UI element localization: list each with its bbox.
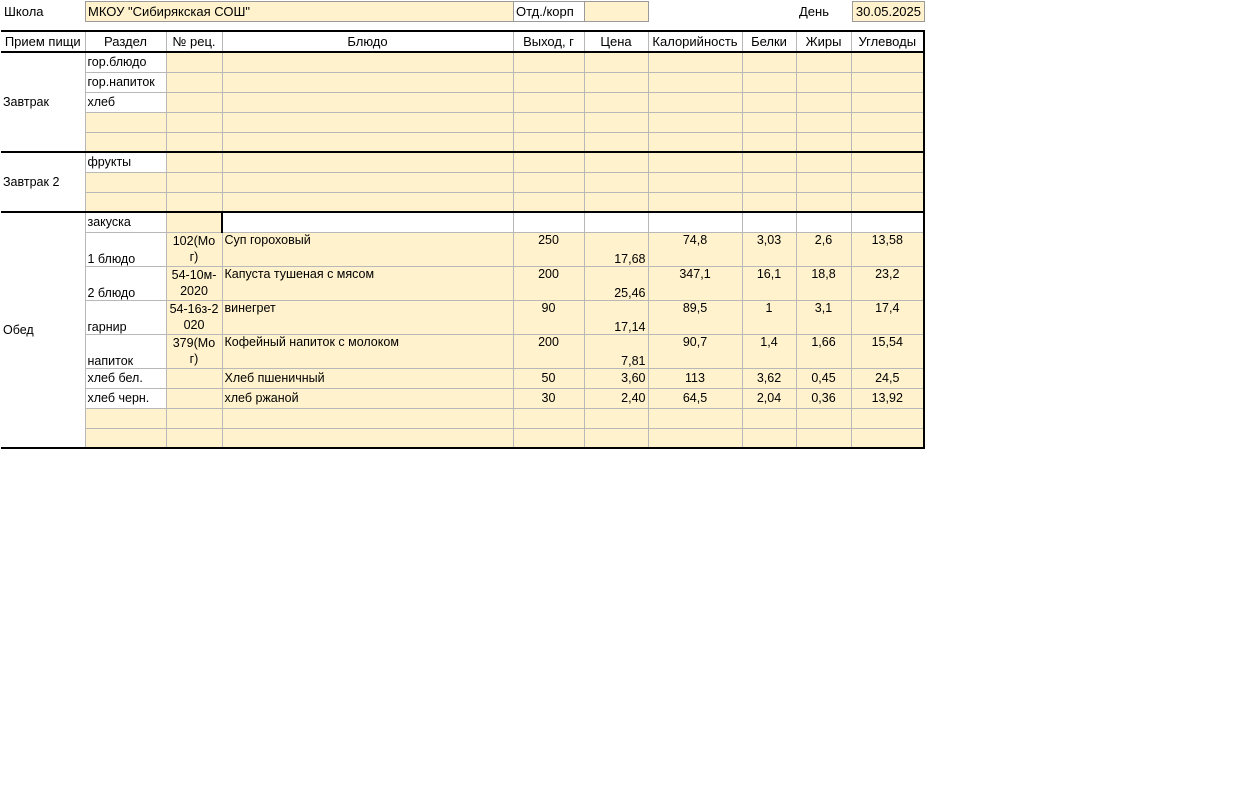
protein-cell[interactable]: 16,1 [742,266,796,300]
carbs-cell[interactable] [851,192,924,212]
col-dish: Блюдо [222,31,513,52]
output-cell[interactable] [513,428,584,448]
fat-cell[interactable] [796,212,851,232]
kcal-cell[interactable]: 347,1 [648,266,742,300]
price-cell[interactable] [584,408,648,428]
price-cell[interactable]: 17,14 [584,300,648,334]
col-protein: Белки [742,31,796,52]
dish-cell[interactable]: Суп гороховый [222,232,513,266]
section-cell[interactable]: 1 блюдо [85,232,166,266]
section-cell[interactable]: напиток [85,334,166,368]
protein-cell[interactable] [742,92,796,112]
kcal-cell[interactable] [648,192,742,212]
output-cell[interactable] [513,212,584,232]
output-cell[interactable]: 200 [513,334,584,368]
kcal-cell[interactable]: 64,5 [648,388,742,408]
recipe-cell[interactable]: 379(Мог) [166,334,222,368]
section-cell[interactable] [85,172,166,192]
table-row [1,192,924,212]
output-cell[interactable]: 90 [513,300,584,334]
section-cell[interactable] [85,428,166,448]
output-cell[interactable]: 200 [513,266,584,300]
fat-cell[interactable] [796,408,851,428]
dish-cell[interactable] [222,112,513,132]
school-value: МКОУ "Сибирякская СОШ" [88,4,250,19]
carbs-cell[interactable] [851,92,924,112]
carbs-cell[interactable]: 23,2 [851,266,924,300]
output-cell[interactable]: 30 [513,388,584,408]
carbs-cell[interactable]: 17,4 [851,300,924,334]
table-row [1,72,924,92]
kcal-cell[interactable] [648,132,742,152]
col-price: Цена [584,31,648,52]
dish-cell[interactable]: хлеб ржаной [222,388,513,408]
section-cell[interactable]: гарнир [85,300,166,334]
output-cell[interactable] [513,112,584,132]
dept-label: Отд./корп [516,4,574,19]
col-carbs: Углеводы [851,31,924,52]
carbs-cell[interactable] [851,52,924,72]
kcal-cell[interactable] [648,428,742,448]
price-cell[interactable] [584,132,648,152]
day-value: 30.05.2025 [855,4,921,19]
school-field[interactable] [85,1,514,22]
table-row [1,152,924,172]
kcal-cell[interactable]: 89,5 [648,300,742,334]
price-cell[interactable]: 7,81 [584,334,648,368]
table-row [1,132,924,152]
dept-label-cell [513,1,585,22]
dept-field[interactable] [584,1,649,22]
protein-cell[interactable]: 1 [742,300,796,334]
recipe-cell[interactable] [166,52,222,72]
kcal-cell[interactable] [648,212,742,232]
fat-cell[interactable] [796,152,851,172]
protein-cell[interactable] [742,408,796,428]
table-row [1,388,924,408]
recipe-cell[interactable] [166,368,222,388]
fat-cell[interactable] [796,132,851,152]
meal-breakfast-2: Завтрак 2 [1,152,85,212]
section-cell[interactable]: закуска [85,212,166,232]
output-cell[interactable] [513,52,584,72]
price-cell[interactable] [584,212,648,232]
school-label: Школа [4,4,44,19]
protein-cell[interactable]: 2,04 [742,388,796,408]
fat-cell[interactable] [796,192,851,212]
carbs-cell[interactable] [851,112,924,132]
table-row [1,408,924,428]
table-row [1,232,924,266]
recipe-cell[interactable] [166,388,222,408]
section-cell[interactable]: 2 блюдо [85,266,166,300]
price-cell[interactable] [584,52,648,72]
kcal-cell[interactable] [648,152,742,172]
protein-cell[interactable] [742,52,796,72]
dish-cell[interactable] [222,192,513,212]
protein-cell[interactable] [742,172,796,192]
table-row [1,266,924,300]
output-cell[interactable] [513,92,584,112]
table-row [1,334,924,368]
carbs-cell[interactable]: 13,58 [851,232,924,266]
protein-cell[interactable] [742,192,796,212]
kcal-cell[interactable] [648,92,742,112]
protein-cell[interactable]: 3,62 [742,368,796,388]
fat-cell[interactable]: 0,36 [796,388,851,408]
table-row [1,112,924,132]
dish-cell[interactable] [222,92,513,112]
col-kcal: Калорийность [648,31,742,52]
carbs-cell[interactable]: 24,5 [851,368,924,388]
dish-cell[interactable]: Кофейный напиток с молоком [222,334,513,368]
recipe-cell[interactable] [166,408,222,428]
price-cell[interactable]: 2,40 [584,388,648,408]
price-cell[interactable] [584,172,648,192]
price-cell[interactable] [584,72,648,92]
price-cell[interactable]: 3,60 [584,368,648,388]
dish-cell[interactable] [222,72,513,92]
fat-cell[interactable] [796,52,851,72]
recipe-cell[interactable] [166,212,222,232]
carbs-cell[interactable] [851,408,924,428]
price-cell[interactable] [584,192,648,212]
kcal-cell[interactable] [648,52,742,72]
table-row [1,368,924,388]
kcal-cell[interactable] [648,408,742,428]
kcal-cell[interactable]: 90,7 [648,334,742,368]
output-cell[interactable]: 250 [513,232,584,266]
output-cell[interactable] [513,192,584,212]
carbs-cell[interactable] [851,72,924,92]
carbs-cell[interactable] [851,428,924,448]
dish-cell[interactable] [222,132,513,152]
section-cell[interactable]: хлеб бел. [85,368,166,388]
kcal-cell[interactable] [648,112,742,132]
table-row [1,52,924,72]
section-cell[interactable] [85,192,166,212]
dish-cell[interactable] [222,152,513,172]
col-meal: Прием пищи [1,31,85,52]
recipe-cell[interactable] [166,172,222,192]
recipe-cell[interactable]: 102(Мог) [166,232,222,266]
dish-cell[interactable]: Капуста тушеная с мясом [222,266,513,300]
price-cell[interactable] [584,112,648,132]
price-cell[interactable]: 17,68 [584,232,648,266]
recipe-cell[interactable] [166,192,222,212]
price-cell[interactable] [584,428,648,448]
section-cell[interactable] [85,132,166,152]
output-cell[interactable]: 50 [513,368,584,388]
table-row [1,92,924,112]
carbs-cell[interactable] [851,152,924,172]
fat-cell[interactable]: 3,1 [796,300,851,334]
table-row [1,300,924,334]
protein-cell[interactable] [742,72,796,92]
recipe-cell[interactable] [166,132,222,152]
recipe-cell[interactable]: 54-16з-2020 [166,300,222,334]
dish-cell[interactable]: Хлеб пшеничный [222,368,513,388]
protein-cell[interactable] [742,112,796,132]
kcal-cell[interactable]: 113 [648,368,742,388]
carbs-cell[interactable] [851,172,924,192]
carbs-cell[interactable] [851,132,924,152]
section-cell[interactable] [85,112,166,132]
output-cell[interactable] [513,172,584,192]
day-field[interactable] [852,1,925,22]
col-output: Выход, г [513,31,584,52]
kcal-cell[interactable] [648,172,742,192]
price-cell[interactable] [584,92,648,112]
recipe-cell[interactable] [166,112,222,132]
section-cell[interactable]: хлеб черн. [85,388,166,408]
fat-cell[interactable]: 2,6 [796,232,851,266]
table-row [1,172,924,192]
recipe-cell[interactable] [166,152,222,172]
recipe-cell[interactable]: 54-10м-2020 [166,266,222,300]
recipe-cell[interactable] [166,72,222,92]
col-section: Раздел [85,31,166,52]
protein-cell[interactable] [742,132,796,152]
dish-cell[interactable] [222,52,513,72]
protein-cell[interactable]: 3,03 [742,232,796,266]
output-cell[interactable] [513,72,584,92]
section-cell[interactable]: фрукты [85,152,166,172]
col-recipe: № рец. [166,31,222,52]
fat-cell[interactable]: 18,8 [796,266,851,300]
meal-lunch: Обед [1,212,85,448]
dish-cell[interactable] [222,408,513,428]
section-cell[interactable]: гор.напиток [85,72,166,92]
fat-cell[interactable]: 0,45 [796,368,851,388]
section-cell[interactable] [85,408,166,428]
table-row [1,428,924,448]
carbs-cell[interactable]: 15,54 [851,334,924,368]
fat-cell[interactable]: 1,66 [796,334,851,368]
header-row [1,31,924,52]
dish-cell[interactable]: винегрет [222,300,513,334]
price-cell[interactable]: 25,46 [584,266,648,300]
kcal-cell[interactable]: 74,8 [648,232,742,266]
carbs-cell[interactable]: 13,92 [851,388,924,408]
output-cell[interactable] [513,152,584,172]
fat-cell[interactable] [796,72,851,92]
fat-cell[interactable] [796,112,851,132]
protein-cell[interactable] [742,212,796,232]
protein-cell[interactable] [742,152,796,172]
table-row [1,212,924,232]
menu-table [1,30,925,449]
price-cell[interactable] [584,152,648,172]
section-cell[interactable]: хлеб [85,92,166,112]
dish-cell[interactable] [222,428,513,448]
kcal-cell[interactable] [648,72,742,92]
fat-cell[interactable] [796,92,851,112]
output-cell[interactable] [513,132,584,152]
recipe-cell[interactable] [166,92,222,112]
day-label: День [799,4,829,19]
section-cell[interactable]: гор.блюдо [85,52,166,72]
meal-breakfast: Завтрак [1,52,85,152]
fat-cell[interactable] [796,428,851,448]
fat-cell[interactable] [796,172,851,192]
dish-cell[interactable] [222,212,513,232]
col-fat: Жиры [796,31,851,52]
output-cell[interactable] [513,408,584,428]
carbs-cell[interactable] [851,212,924,232]
protein-cell[interactable] [742,428,796,448]
protein-cell[interactable]: 1,4 [742,334,796,368]
recipe-cell[interactable] [166,428,222,448]
dish-cell[interactable] [222,172,513,192]
